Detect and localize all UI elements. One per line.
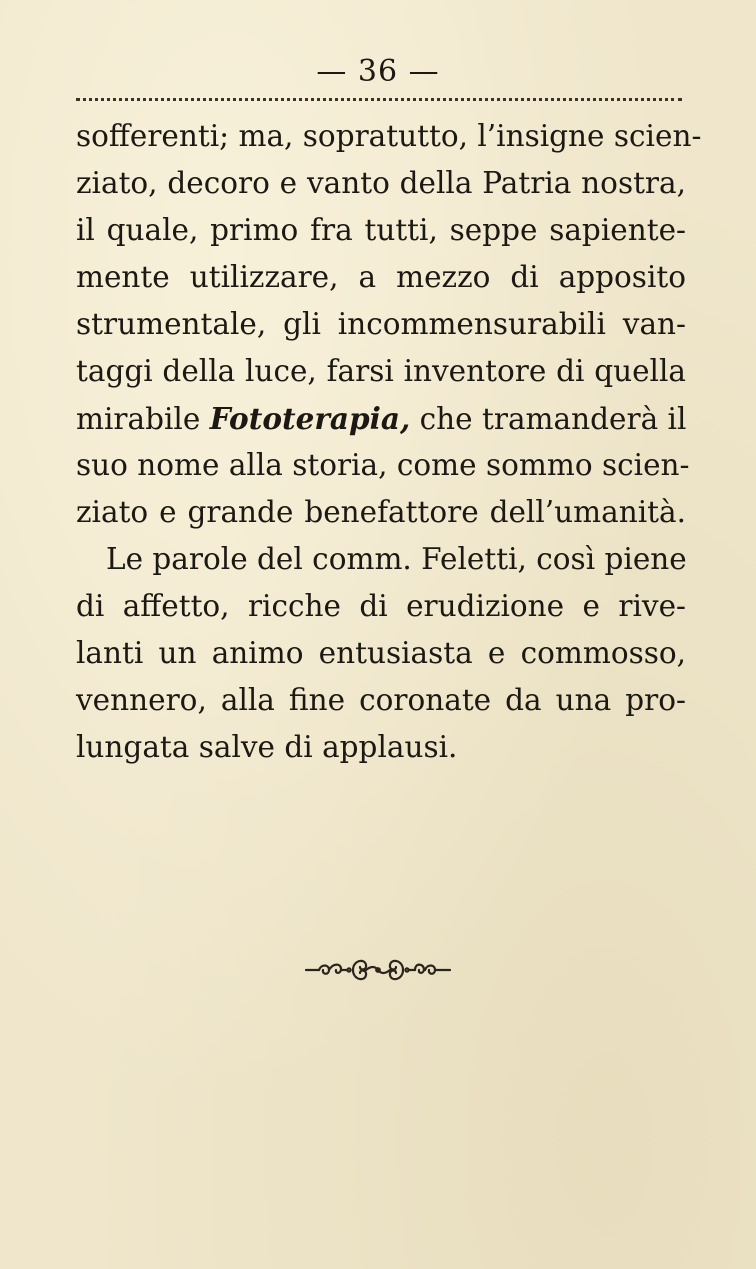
text-line: lanti un animo entusiasta e commosso, bbox=[76, 636, 686, 670]
scroll-ornament-icon bbox=[0, 944, 756, 994]
italic-term: Fototerapia, bbox=[209, 401, 411, 436]
text-line: ziato e grande benefattore dell’umanità. bbox=[76, 495, 686, 529]
text-line: suo nome alla storia, come sommo scien- bbox=[76, 448, 690, 482]
text-fragment: che tramanderà il bbox=[410, 402, 687, 436]
text-line: taggi della luce, farsi inventore di quella bbox=[76, 354, 686, 388]
body-text bbox=[76, 113, 702, 771]
text-line: ziato, decoro e vanto della Patria nostra, bbox=[76, 166, 686, 200]
text-line: Le parole del comm. Feletti, così piene bbox=[106, 542, 687, 576]
text-line: mente utilizzare, a mezzo di apposito bbox=[76, 260, 686, 294]
text-line: lungata salve di applausi. bbox=[76, 730, 458, 764]
text-line: sofferenti; ma, sopratutto, l’insigne scien- bbox=[76, 119, 702, 153]
text-line: di affetto, ricche di erudizione e rive- bbox=[76, 589, 686, 623]
text-line: il quale, primo fra tutti, seppe sapiente- bbox=[76, 213, 686, 247]
text-line: strumentale, gli incommensurabili van- bbox=[76, 307, 686, 341]
text-line-with-italic bbox=[76, 395, 686, 442]
text-fragment: mirabile bbox=[76, 402, 210, 436]
text-line: vennero, alla fine coronate da una pro- bbox=[76, 683, 686, 717]
page-number: — 36 — bbox=[316, 54, 440, 89]
dotted-header-rule bbox=[76, 98, 682, 101]
